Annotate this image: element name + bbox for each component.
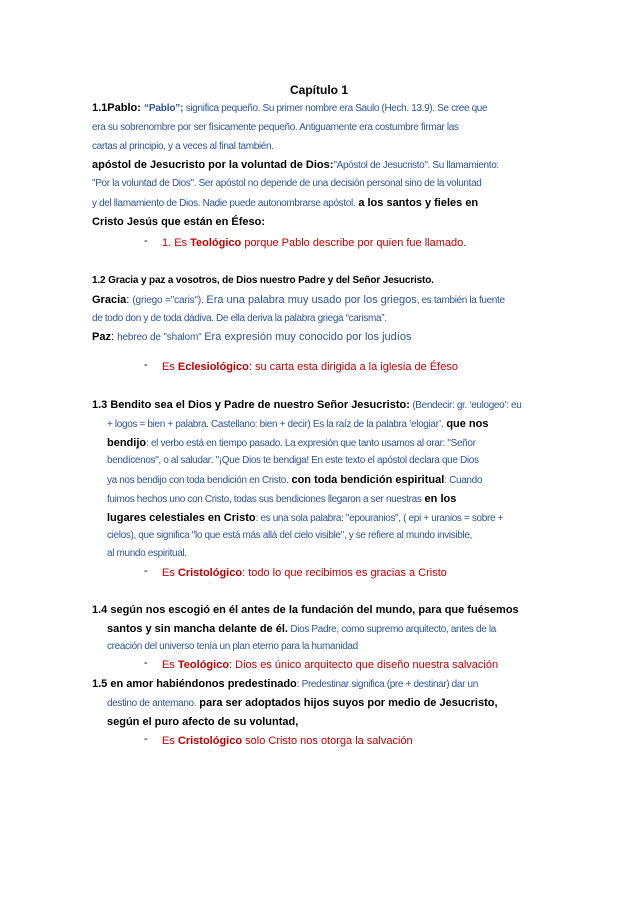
verse-1-5-line-2: destino de antemano. para ser adoptados hijos suyos por medio de Jesucristo, — [107, 697, 498, 709]
verse-1-1-line-6: y del llamamiento de Dios. Nadie puede autonombrarse apóstol. a los santos y fieles en — [92, 197, 479, 209]
verse-1-1-line-7: Cristo Jesús que están en Éfeso: — [92, 216, 265, 228]
verse-1-4-line-3: creación del universo tenía un plan eterno para la humanidad — [107, 641, 358, 652]
verse-1-3-line-8: cielos), que significa "lo que está más allá del cielo visible", y se refiere al mundo invisible, — [107, 530, 473, 541]
verse-1-1-line-4: apóstol de Jesucristo por la voluntad de Dios:"Apóstol de Jesucristo". Su llamamiento: — [92, 159, 499, 171]
verse-1-2-line-4: Paz: hebreo de "shalom" Era expresión muy conocido por los judíos — [92, 331, 412, 343]
verse-1-1-line-3: cartas al principio, y a veces al final también. — [92, 141, 274, 152]
chapter-title: Capítulo 1 — [289, 83, 348, 97]
verse-1-1-line-1: 1.1Pablo: “Pablo”; significa pequeño. Su primer nombre era Saulo (Hech. 13.9). Se cree que — [92, 102, 488, 114]
verse-1-2-line-1: 1.2 Gracia y paz a vosotros, de Dios nuestro Padre y del Señor Jesucristo. — [92, 275, 434, 286]
bullet-marker: - — [144, 733, 148, 745]
bullet-marker: - — [144, 359, 148, 371]
verse-1-2-note: Es Eclesiológico: su carta esta dirigida a la iglesia de Éfeso — [162, 361, 458, 373]
verse-1-2-line-2: Gracia: (griego ="caris"). Era una palabra muy usado por los griegos, es también la fuente — [92, 294, 505, 306]
verse-1-4-line-2: santos y sin mancha delante de él. Dios Padre, como supremo arquitecto, antes de la — [107, 623, 496, 635]
verse-1-1-note: 1. Es Teológico porque Pablo describe por quien fue llamado. — [162, 237, 467, 249]
verse-1-2-line-3: de todo don y de toda dádiva. De ella deriva la palabra griega “carisma”. — [92, 313, 387, 324]
bullet-marker: - — [144, 235, 148, 247]
verse-1-1-line-2: era su sobrenombre por ser físicamente pequeño. Antiguamente era costumbre firmar las — [92, 122, 459, 133]
verse-1-5-line-3: según el puro afecto de su voluntad, — [107, 716, 299, 728]
verse-1-3-line-3: bendijo: el verbo está en tiempo pasado. La expresión que tanto usamos al orar: "Señor — [107, 437, 476, 449]
bullet-marker: - — [144, 565, 148, 577]
verse-1-4-note: Es Teológico: Dios es único arquitecto que diseño nuestra salvación — [162, 659, 499, 671]
verse-1-3-note: Es Cristológico: todo lo que recibimos es gracias a Cristo — [162, 567, 447, 579]
verse-1-1-line-5: "Por la voluntad de Dios". Ser apóstol no depende de una decisión personal sino de la voluntad — [92, 178, 482, 189]
verse-1-3-line-6: fuimos hechos uno con Cristo, todas sus bendiciones llegaron a ser nuestras en los — [107, 493, 457, 505]
verse-1-4-line-1: 1.4 según nos escogió en él antes de la fundación del mundo, para que fuésemos — [92, 604, 519, 616]
verse-1-3-line-2: + logos = bien + palabra. Castellano: bien + decir) Es la raíz de la palabra ‘elogiar’. que nos — [107, 418, 489, 430]
bullet-marker: - — [144, 657, 148, 669]
verse-1-3-line-5: ya nos bendijo con toda bendición en Cristo. con toda bendición espiritual: Cuando — [107, 474, 483, 486]
verse-1-3-line-9: al mundo espiritual. — [107, 548, 187, 559]
verse-1-3-line-1: 1.3 Bendito sea el Dios y Padre de nuestro Señor Jesucristo: (Bendecir: gr. ‘eulogeo’: eu — [92, 399, 522, 411]
verse-1-5-note: Es Cristológico solo Cristo nos otorga la salvación — [162, 735, 413, 747]
verse-1-3-line-4: bendícenos", o al saludar: "¡Que Dios te bendiga! En este texto el apóstol declara que Dios — [107, 455, 479, 466]
verse-1-3-line-7: lugares celestiales en Cristo: es una sola palabra: "epouranios", ( epi + uranios = sobre + — [107, 512, 504, 524]
verse-1-5-line-1: 1.5 en amor habiéndonos predestinado: Predestinar significa (pre + destinar) dar un — [92, 678, 478, 690]
